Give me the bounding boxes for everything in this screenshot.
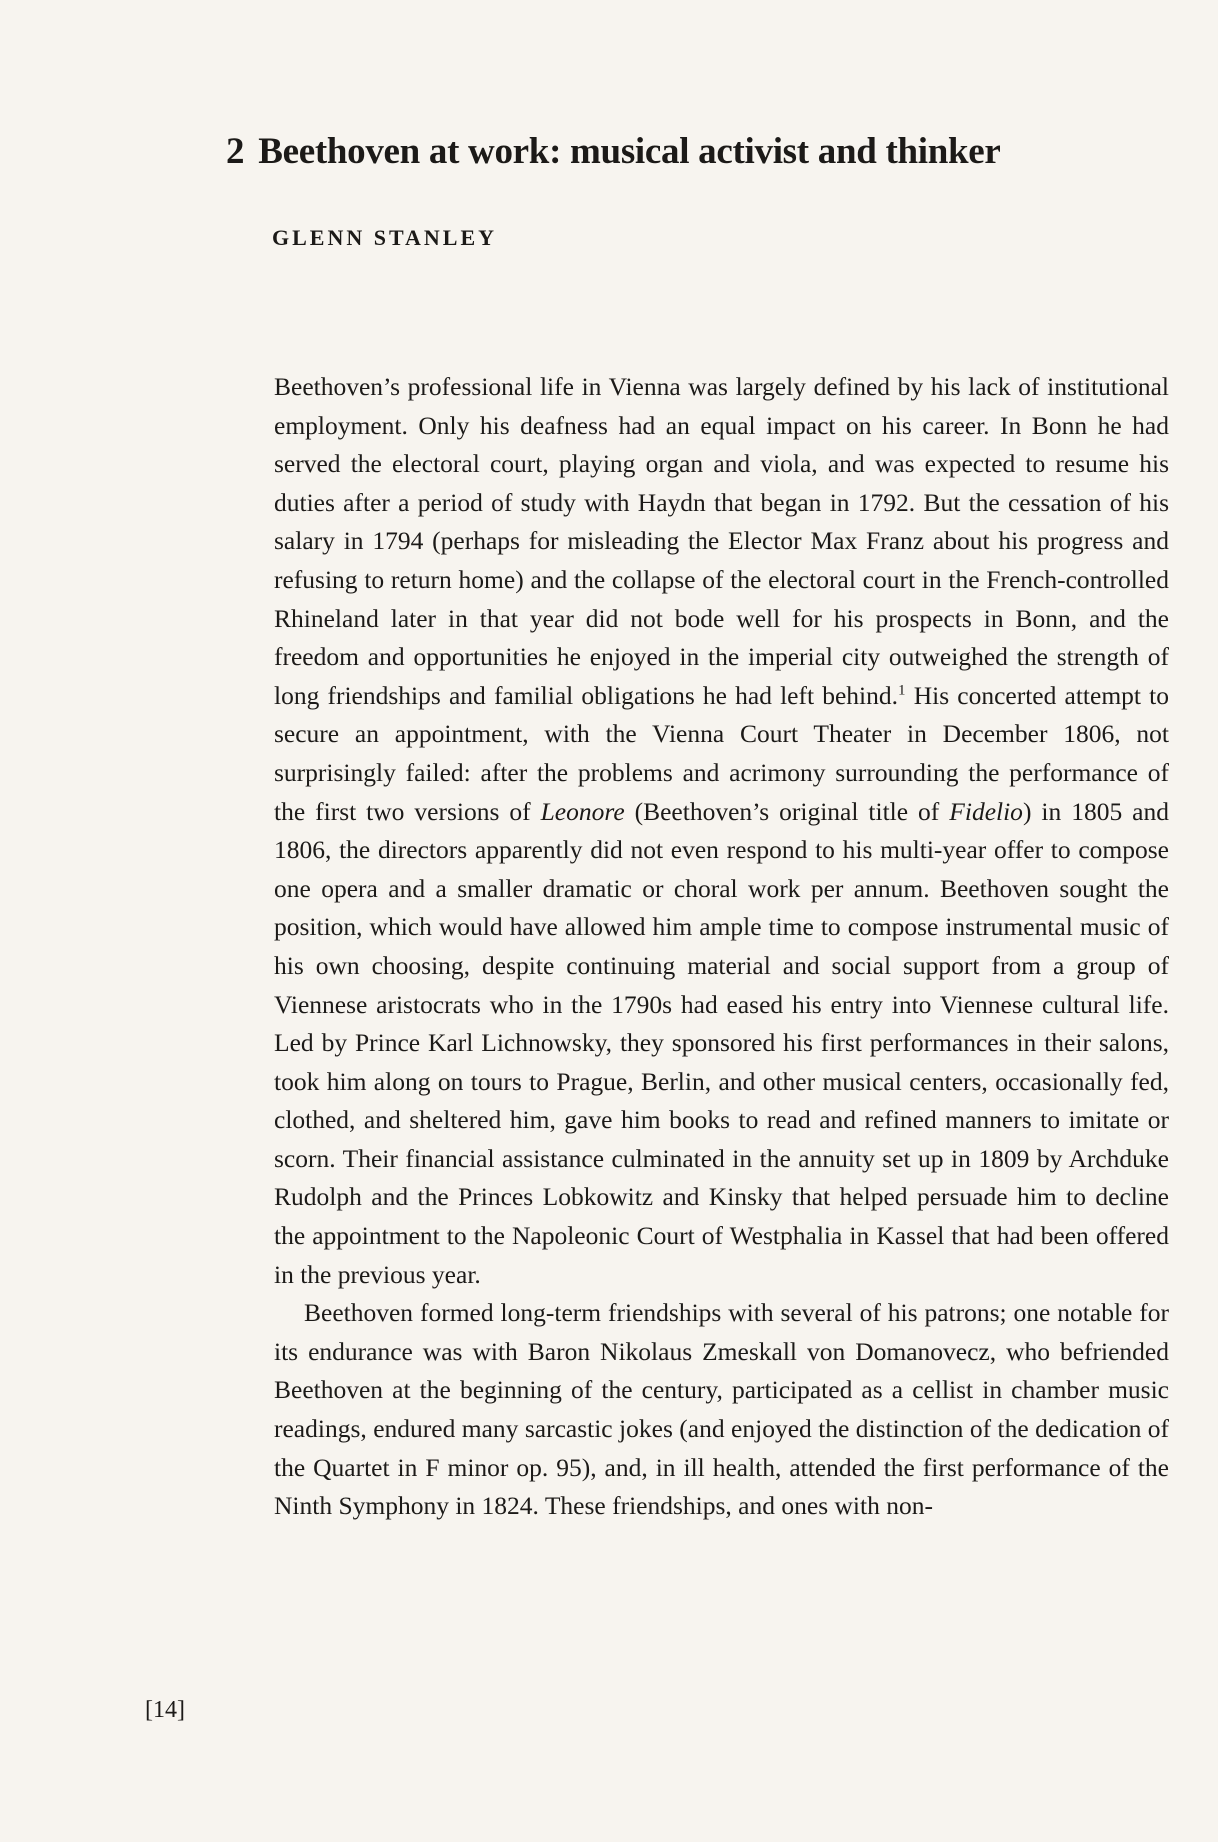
chapter-heading <box>226 130 1001 173</box>
author-name: GLENN STANLEY <box>272 225 498 250</box>
text-run: His concerted attempt to secure an appointment, with the Vienna Court Theater in December 1806, not surprisingly failed: after the problems and acrimony surrounding the performance of the first two versions of <box>274 680 1169 826</box>
italic-title: Leonore <box>540 796 625 826</box>
text-run: ) in 1805 and 1806, the directors apparently did not even respond to his multi-year offer to compose one opera and a smaller dramatic or choral work per annum. Beethoven sought the position, which would have allowed him ample time to compose instrumental music of his own choosing, despite continuing material and social support from a group of Viennese aristocrats who in the 1790s had eased his entry into Viennese cultural life. Led by Prince Karl Lichnowsky, they sponsored his first performances in their salons, took him along on tours to Prague, Berlin, and other musical centers, occasionally fed, clothed, and sheltered him, gave him books to read and refined manners to imitate or scorn. Their financial assistance culminated in the annuity set up in 1809 by Archduke Rudolph and the Princes Lobkowitz and Kinsky that helped persuade him to decline the appointment to the Napoleonic Court of Westphalia in Kassel that had been offered in the previous year. <box>274 796 1170 1289</box>
text-run: (Beethoven’s original title of <box>624 796 950 826</box>
chapter-title: Beethoven at work: musical activist and thinker <box>258 131 1001 172</box>
page-number: [14] <box>145 1697 185 1723</box>
chapter-number: 2 <box>226 131 245 172</box>
footnote-marker: 1 <box>898 682 906 699</box>
italic-title: Fidelio <box>949 796 1023 826</box>
text-run: Beethoven formed long-term friendships with several of his patrons; one notable for its endurance was with Baron Nikolaus Zmeskall von Domanovecz, who befriended Beethoven at the beginning of the century, participated as a cellist in chamber music readings, endured many sarcastic jokes (and enjoyed the distinction of the dedication of the Quartet in F minor op. 95), and, in ill health, attended the first performance of the Ninth Symphony in 1824. These friendships, and ones with non- <box>274 1298 1169 1521</box>
text-run: Beethoven’s professional life in Vienna was largely defined by his lack of institutional employment. Only his deafness had an equal impact on his career. In Bonn he had served the electoral court, playing organ and viola, and was expected to resume his duties after a period of study with Haydn that began in 1792. But the cessation of his salary in 1794 (perhaps for misleading the Elector Max Franz about his progress and refusing to return home) and the collapse of the electoral court in the French-controlled Rhineland later in that year did not bode well for his prospects in Bonn, and the freedom and opportunities he enjoyed in the imperial city outweighed the strength of long friendships and familial obligations he had left behind. <box>274 372 1169 710</box>
paragraph-1 <box>274 368 1169 1294</box>
chapter-body <box>274 368 1169 1526</box>
paragraph-2 <box>274 1294 1169 1526</box>
